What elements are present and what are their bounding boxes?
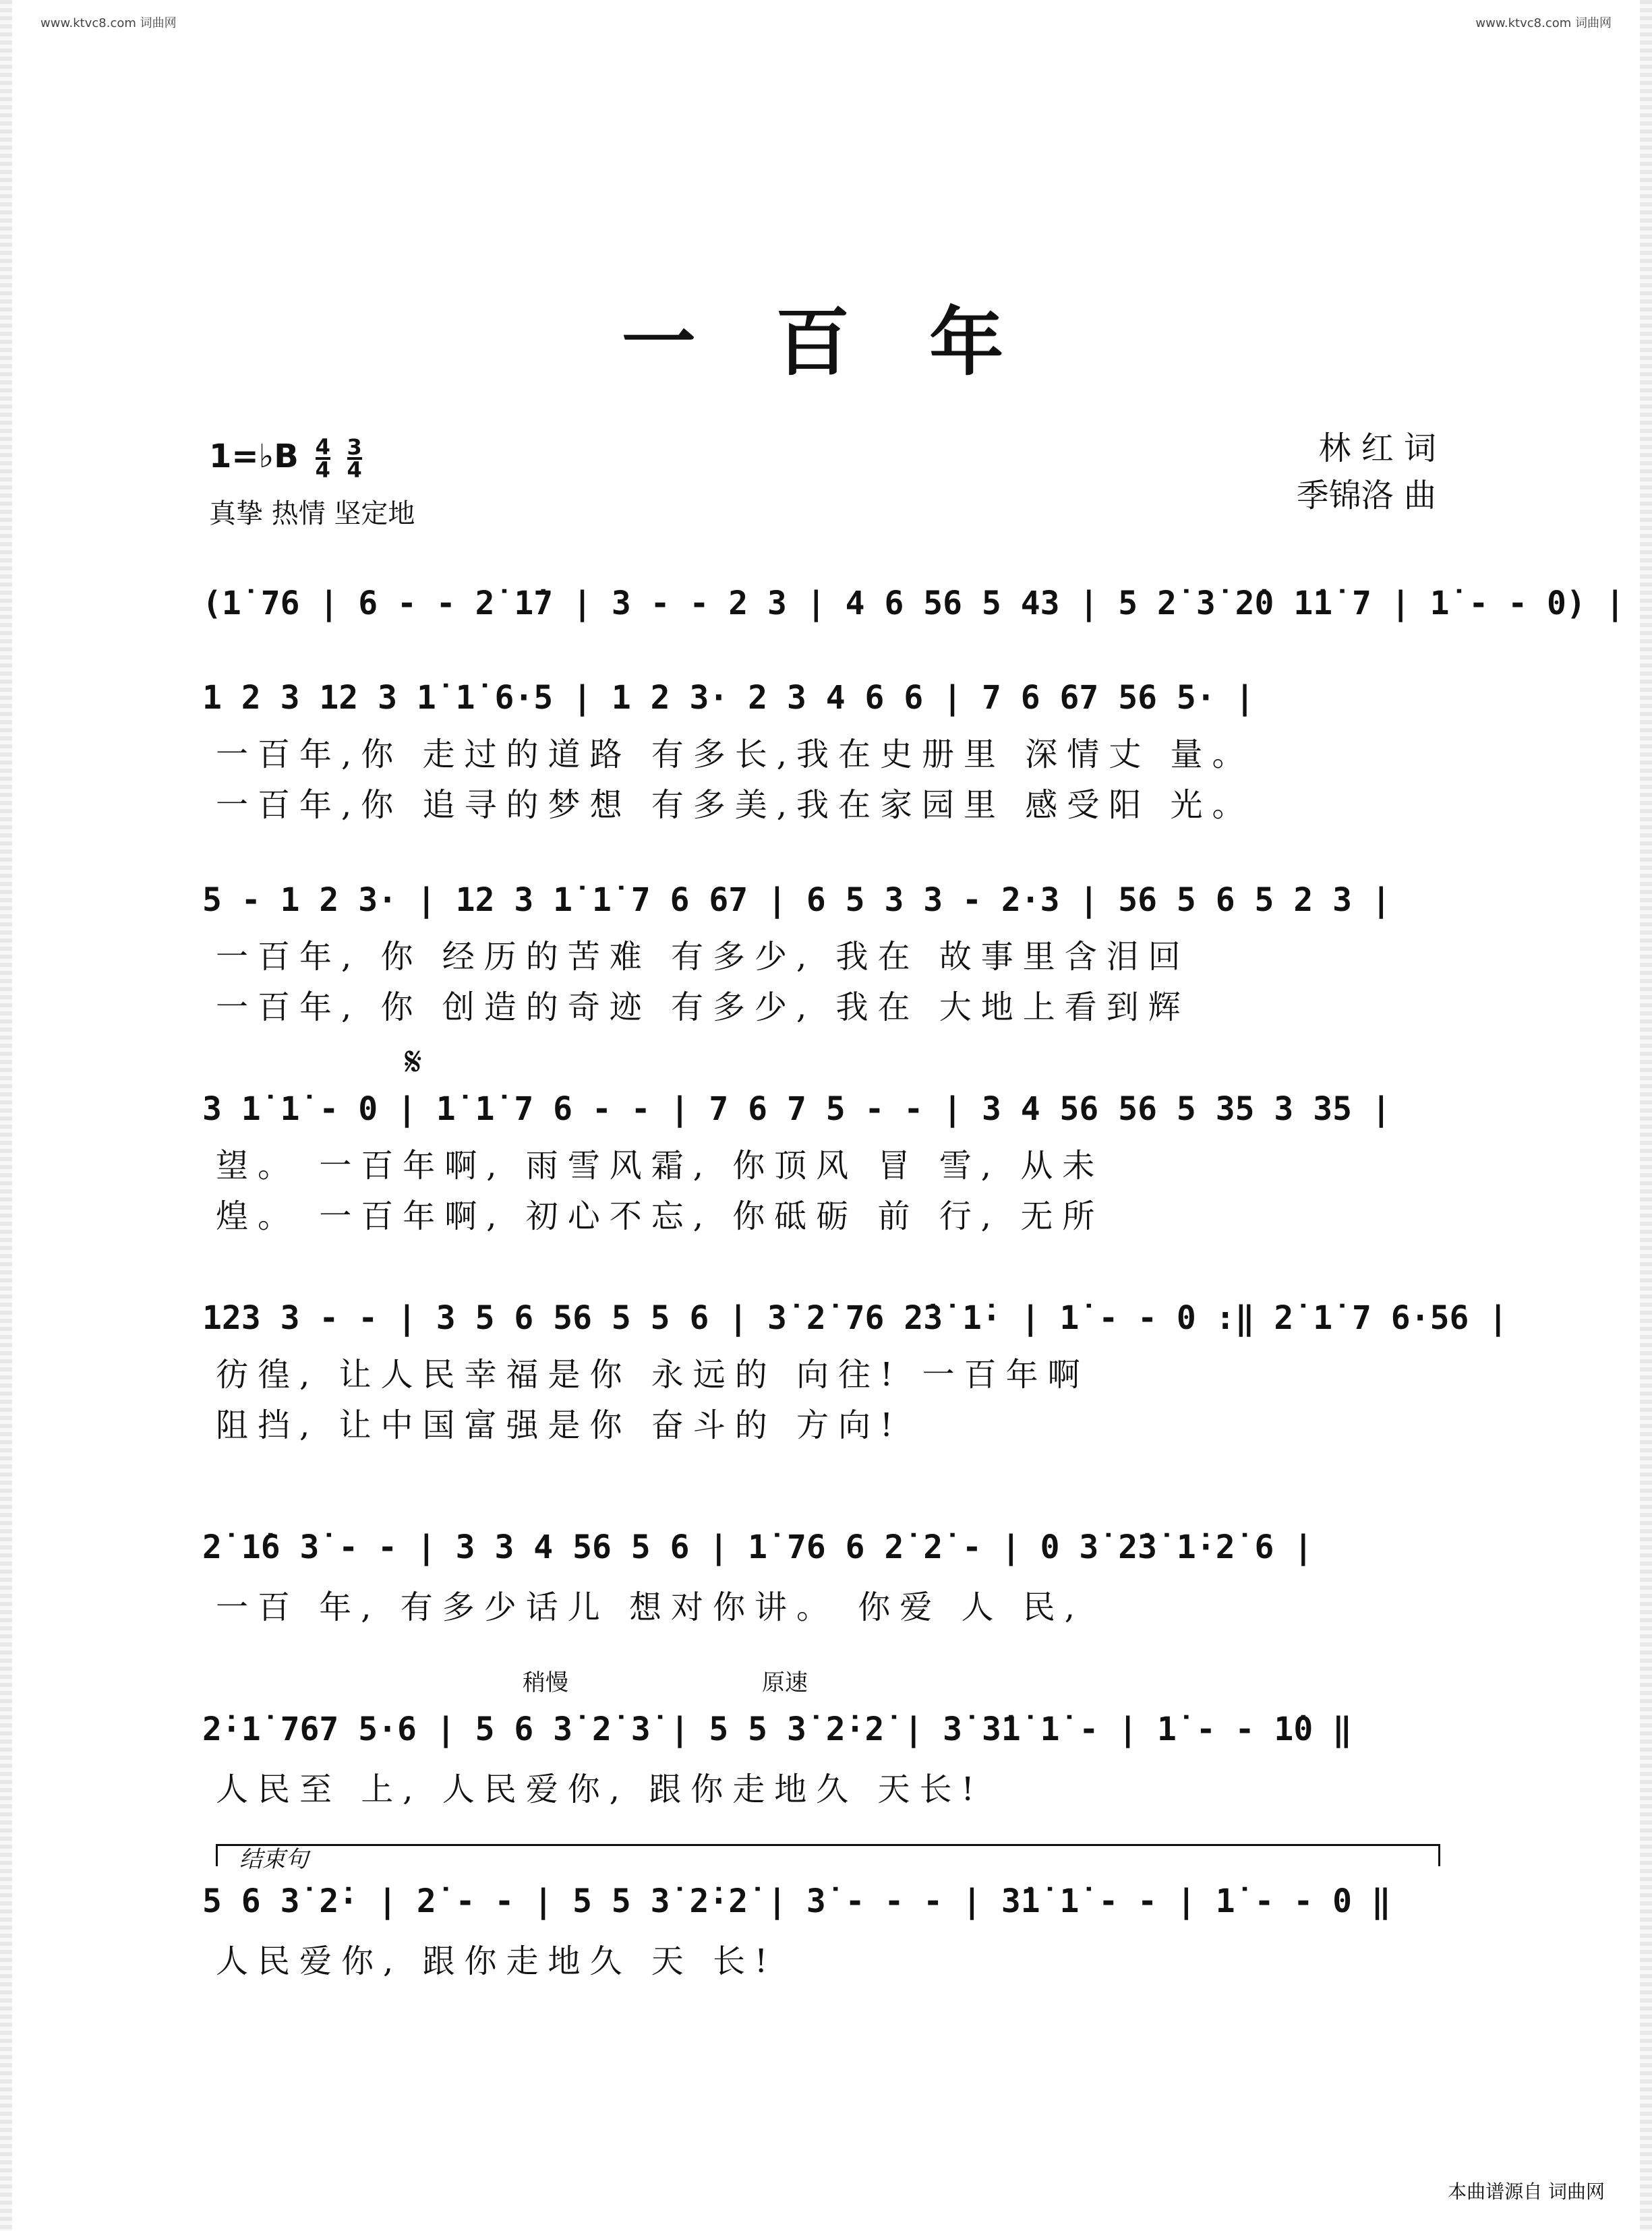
- notes-1: (1̇ 76 | 6 - - 2̇ 1̇7 | 3 - - 2 3 | 4 6 56 5 43 | 5 2̇ 3̇ 2̇0 1̇1̇ 7 | 1̇ - - 0) |: [202, 585, 1625, 622]
- key-signature: [209, 434, 362, 483]
- row-1: [202, 580, 1625, 654]
- ending-bracket: [216, 1844, 1440, 1866]
- lyric-3b: 一百年, 你 创造的奇迹 有多少, 我在 大地上看到辉: [216, 988, 1190, 1026]
- row-5: [202, 1295, 1508, 1456]
- notes-7: 2̇·1̇ 767 5·6 | 5 6 3̇ 2̇ 3̇ | 5 5 3̇ 2̇·2̇ | 3̇ 3̇1̇ 1̇ - | 1̇ - - 1̇0 ‖: [202, 1711, 1353, 1748]
- row-4: [202, 1085, 1450, 1247]
- header-left: www.ktvc8.com 词曲网: [40, 16, 177, 30]
- time-sig-2: $\frac{3}{4}$: [347, 434, 362, 483]
- song-title: 一 百 年: [621, 299, 1031, 386]
- notes-6: 2̇ 1̇6 3̇ - - | 3 3 4 56 5 6 | 1̇ 76 6 2̇ 2̇ - | 0 3̇ 2̇3̇ 1̇·2̇ 6 |: [202, 1528, 1314, 1566]
- row-3: [202, 876, 1450, 1038]
- segno-sign: 𝄋: [405, 1038, 422, 1085]
- lyric-3a: 一百年, 你 经历的苦难 有多少, 我在 故事里含泪回: [216, 938, 1190, 976]
- original-tempo-label: 原速: [762, 1669, 808, 1696]
- row-6: [202, 1524, 1450, 1632]
- key-text: 1=♭B: [209, 438, 299, 475]
- lyric-4b: 煌。 一百年啊, 初心不忘, 你砥砺 前 行, 无所: [216, 1197, 1104, 1235]
- notes-4: 3 1̇ 1̇ - 0 | 1̇ 1̇ 7 6 - - | 7 6 7 5 - - | 3 4 56 56 5 35 3 35 |: [202, 1090, 1391, 1128]
- notes-5: 123 3 - - | 3 5 6 56 5 5 6 | 3̇ 2̇ 76 2̇3̇ 1̇· | 1̇ - - 0 :‖ 2̇ 1̇ 7 6·56 |: [202, 1299, 1508, 1337]
- composer: 季锦洛 曲: [1296, 477, 1436, 514]
- lyricist: 林 红 词: [1318, 429, 1436, 467]
- row-8: [202, 1878, 1450, 1986]
- header-right: www.ktvc8.com 词曲网: [1475, 16, 1612, 30]
- lyric-8a: 人民爱你, 跟你走地久 天 长!: [216, 1942, 777, 1980]
- lyric-5a: 彷徨, 让人民幸福是你 永远的 向往! 一百年啊: [216, 1356, 1090, 1394]
- notes-3: 5 - 1 2 3· | 12 3 1̇ 1̇ 7 6 67 | 6 5 3 3 - 2·3 | 56 5 6 5 2 3 |: [202, 881, 1391, 919]
- notes-2: 1 2 3 12 3 1̇ 1̇ 6·5 | 1 2 3· 2 3 4 6 6 | 7 6 67 56 5· |: [202, 679, 1255, 717]
- slower-label: 稍慢: [523, 1669, 568, 1696]
- lyric-5b: 阻挡, 让中国富强是你 奋斗的 方向!: [216, 1406, 903, 1444]
- lyric-7a: 人民至 上, 人民爱你, 跟你走地久 天长!: [216, 1771, 984, 1808]
- lyric-6a: 一百 年, 有多少话儿 想对你讲。 你爱 人 民,: [216, 1588, 1085, 1626]
- ending-label: 结束句: [239, 1846, 308, 1873]
- footer-source: 本曲谱源自 词曲网: [1448, 2180, 1605, 2203]
- time-sig-1: $\frac{4}{4}$: [315, 434, 330, 483]
- notes-8: 5 6 3̇ 2̇· | 2̇ - - | 5 5 3̇ 2̇·2̇ | 3̇ - - - | 3̇1̇ 1̇ - - | 1̇ - - 0 ‖: [202, 1882, 1391, 1920]
- row-2: [202, 674, 1450, 836]
- lyric-2b: 一百年,你 追寻的梦想 有多美,我在家园里 感受阳 光。: [216, 786, 1254, 824]
- credits: [1297, 425, 1436, 519]
- lyric-4a: 望。 一百年啊, 雨雪风霜, 你顶风 冒 雪, 从未: [216, 1147, 1104, 1185]
- tempo-marking: 真挚 热情 坚定地: [209, 498, 415, 529]
- row-7: [202, 1706, 1450, 1814]
- lyric-2a: 一百年,你 走过的道路 有多长,我在史册里 深情丈 量。: [216, 736, 1254, 773]
